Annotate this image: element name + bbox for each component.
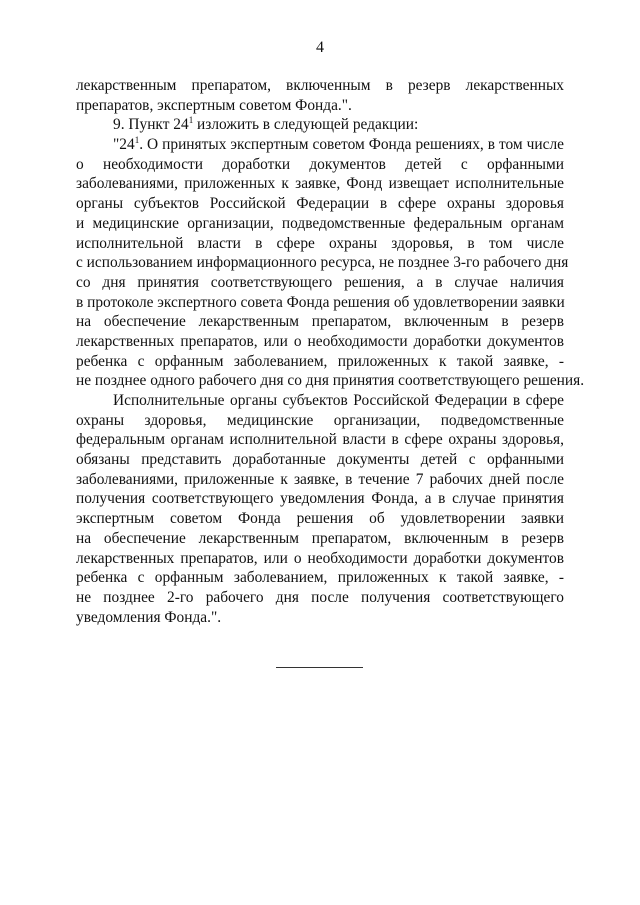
body-line: лекарственных препаратов, или о необходимости доработки документов [76,332,564,350]
body-line: на обеспечение лекарственным препаратом, включенным в резерв [76,313,564,331]
body-line: органы субъектов Российской Федерации в сфере охраны здоровья [76,195,564,213]
paragraph-1-suffix: . О принятых экспертным советом Фонда решениях, в том числе [139,136,564,154]
body-line: о необходимости доработки документов детей с орфанными [76,155,564,173]
body-line: экспертным советом Фонда решения об удовлетворении заявки [76,510,564,528]
body-line: ребенка с орфанным заболеванием, приложенных к такой заявке, - [76,352,564,370]
body-line: не позднее одного рабочего дня со дня принятия соответствующего решения. [76,372,585,390]
body-line: ребенка с орфанным заболеванием, приложенных к такой заявке, - [76,569,564,587]
body-line: препаратов, экспертным советом Фонда.". [76,96,352,114]
body-line: уведомления Фонда.". [76,608,222,626]
body-line: лекарственным препаратом, включенным в резерв лекарственных [76,77,564,94]
body-line: федеральным органам исполнительной власти в сфере охраны здоровья, [76,431,564,449]
end-separator-line [276,667,363,668]
body-line: лекарственных препаратов, или о необходимости доработки документов [76,549,564,567]
body-line: на обеспечение лекарственным препаратом, включенным в резерв [76,529,564,547]
body-line: и медицинские организации, подведомственные федеральным органам [76,214,564,232]
body-line: в протоколе экспертного совета Фонда решения об удовлетворении заявки [76,293,565,311]
body-line: охраны здоровья, медицинские организации, подведомственные [76,411,564,429]
body-line: обязаны представить доработанные документы детей с орфанными [76,451,564,469]
body-line: исполнительной власти в сфере охраны здоровья, в том числе [76,234,564,252]
paragraph-1-superscript: 1 [134,135,140,146]
body-line: Исполнительные органы субъектов Российской Федерации в сфере [113,392,564,409]
body-line: заболеваниями, приложенные к заявке, в течение 7 рабочих дней после [76,470,564,488]
item-9-superscript: 1 [188,115,194,126]
body-line: не позднее 2-го рабочего дня после получения соответствующего [76,588,564,606]
paragraph-1-first-line [76,135,564,155]
paragraph-1-prefix: "24 [113,136,135,154]
item-9-prefix: 9. Пункт 24 [113,116,189,134]
body-line: со дня принятия соответствующего решения, а в случае наличия [76,273,564,291]
page-number: 4 [316,39,324,56]
item-9-heading [76,115,564,135]
item-9-suffix: изложить в следующей редакции: [193,116,419,134]
document-body [76,76,585,627]
body-line: заболеваниями, приложенных к заявке, Фонд извещает исполнительные [76,175,564,193]
body-line: с использованием информационного ресурса, не позднее 3-го рабочего дня [76,254,569,272]
body-line: получения соответствующего уведомления Фонда, а в случае принятия [76,490,564,508]
